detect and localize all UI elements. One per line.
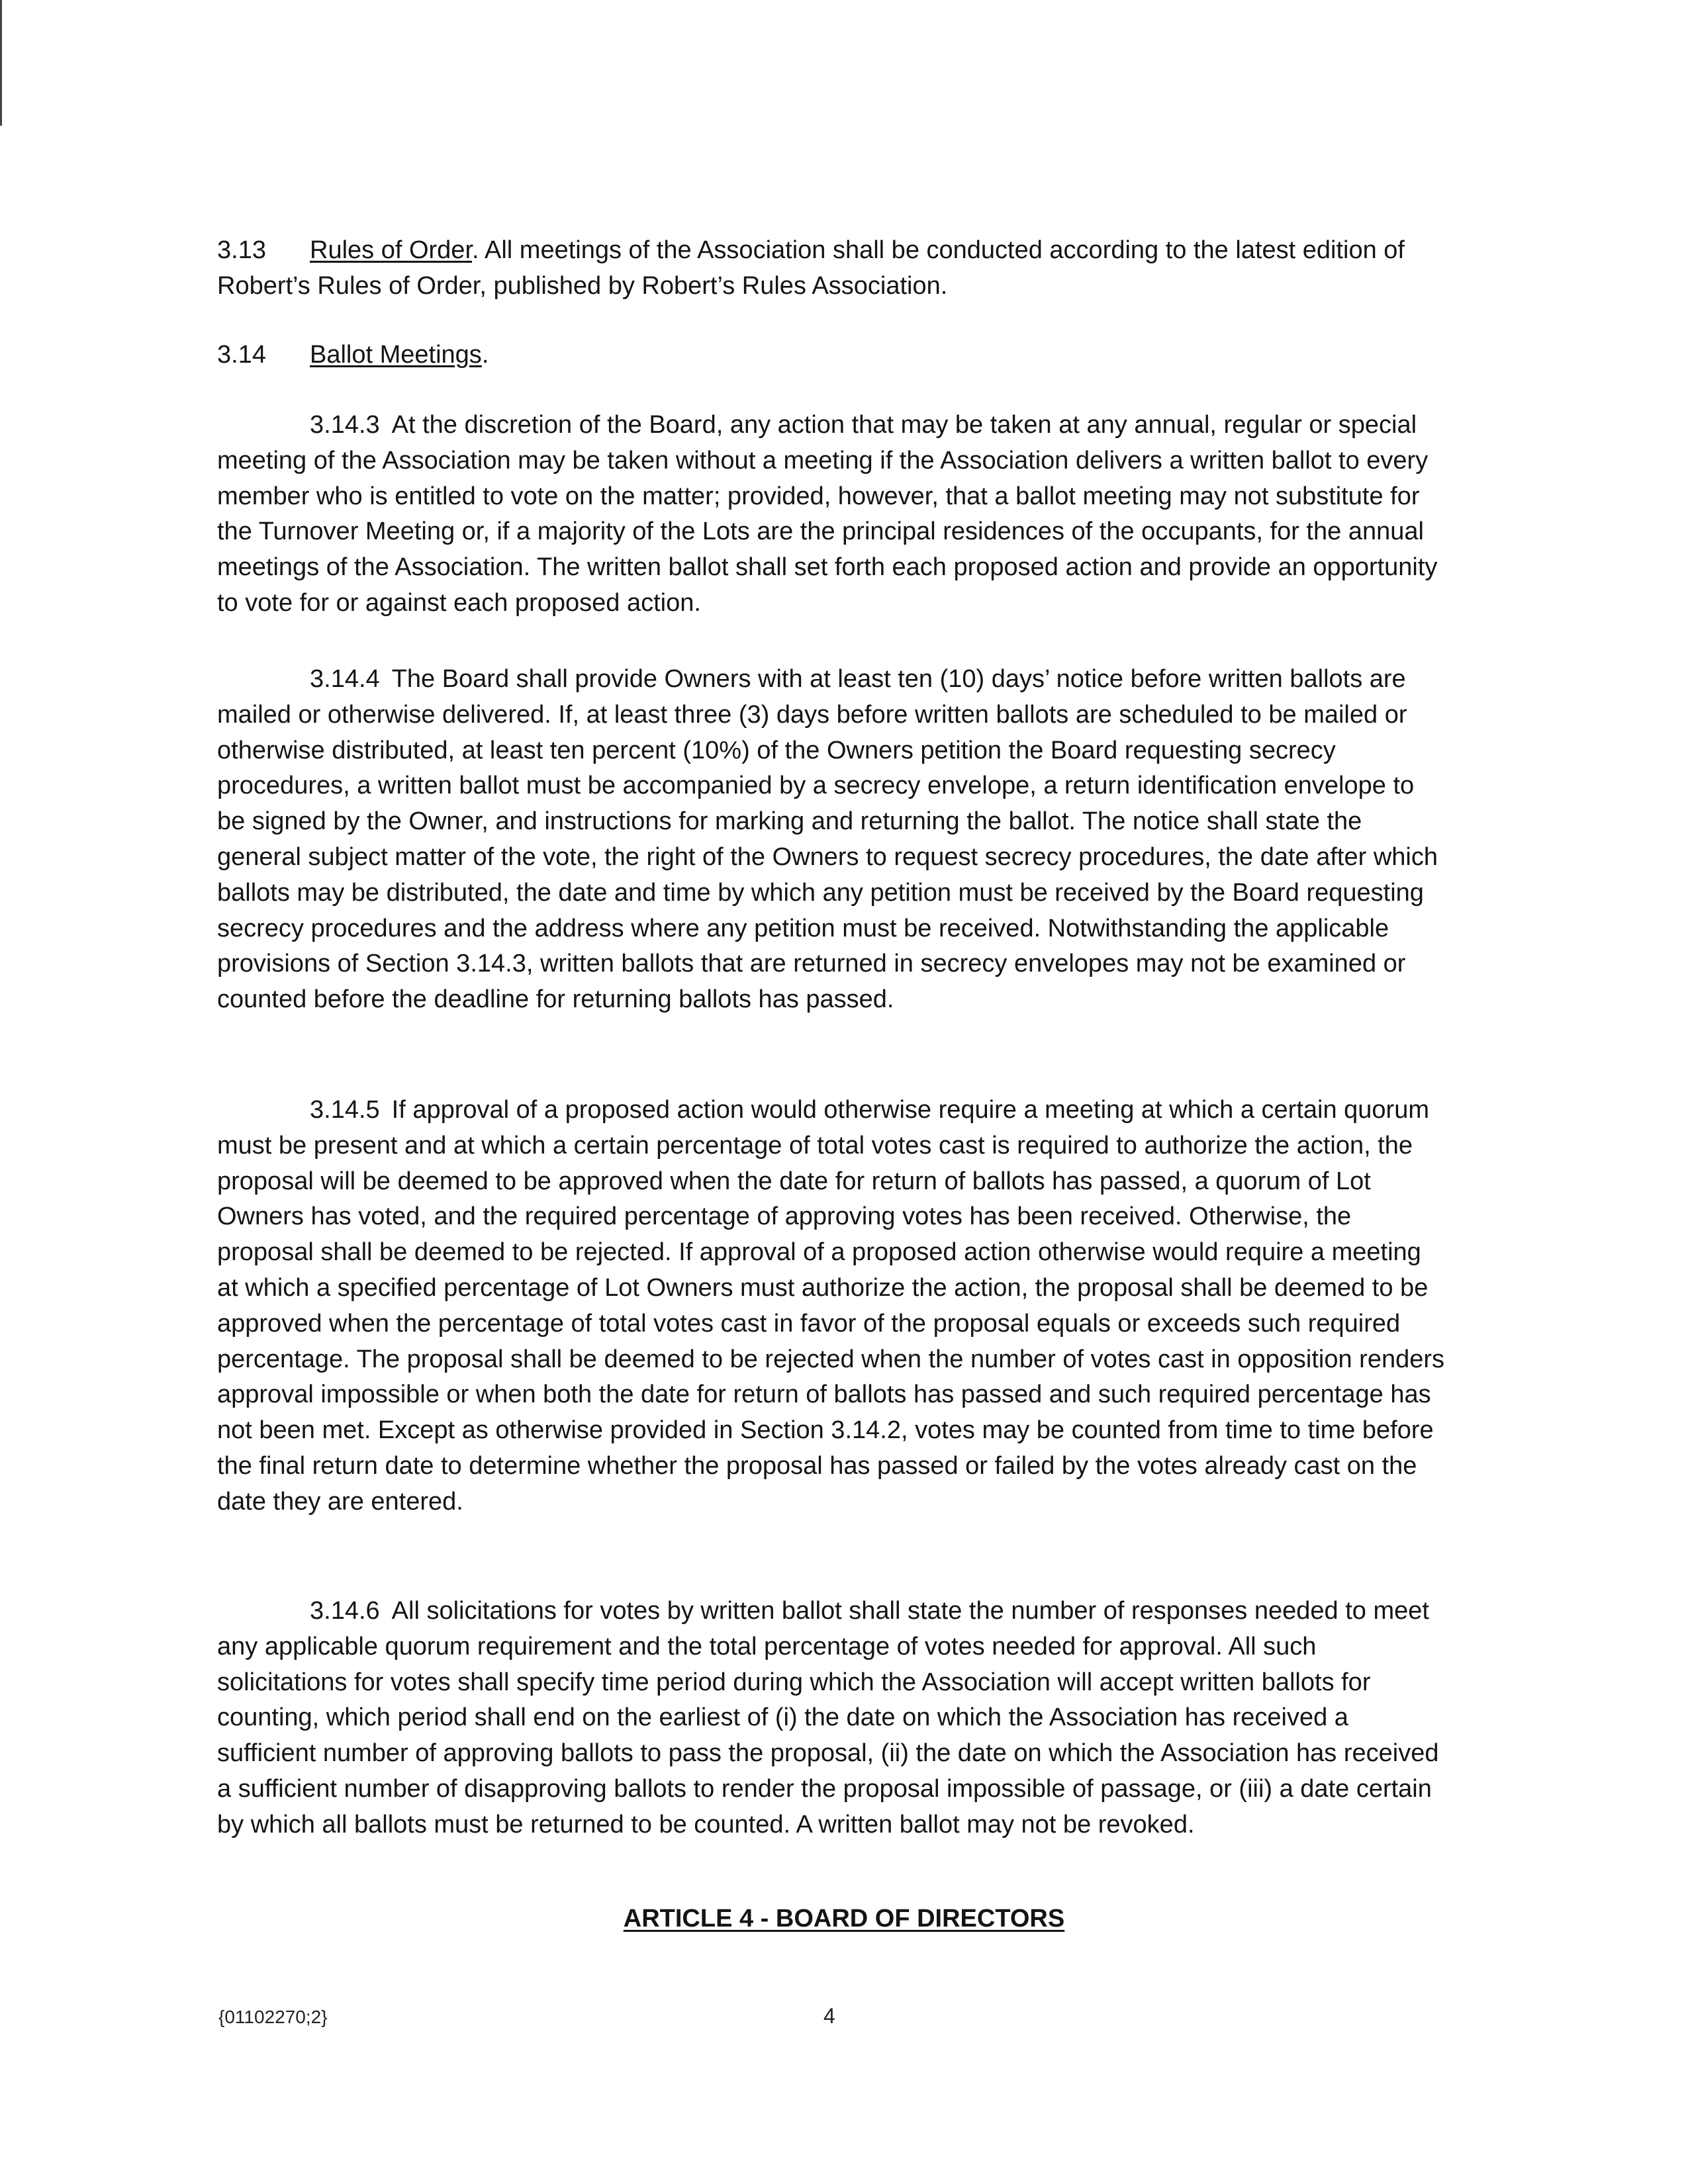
subsection-body: At the discretion of the Board, any action that may be taken at any annual, regular or special meeting of the Association may be taken without a meeting if the Association delivers a written ballot to every member who is entitled to vote on the matter; provided, however, that a ballot meeting may not substitute for the Turnover Meeting or, if a majority of the Lots are the principal residences of the occupants, for the annual meetings of the Association. The written ballot shall set forth each proposed action and provide an opportunity to vote for or against each proposed action.	[217, 411, 1438, 617]
section-3-14-4	[217, 662, 1448, 1018]
footer-document-id: {01102270;2}	[218, 2007, 328, 2027]
section-title: Ballot Meetings	[310, 341, 482, 369]
article-heading: ARTICLE 4 - BOARD OF DIRECTORS	[623, 1905, 1065, 1933]
subsection-number: 3.14.3	[310, 411, 380, 439]
section-number: 3.13	[217, 236, 266, 264]
page-number: 4	[823, 2004, 835, 2028]
section-title: Rules of Order	[310, 236, 472, 264]
subsection-number: 3.14.5	[310, 1096, 380, 1124]
section-title-suffix: .	[481, 341, 489, 369]
subsection-number: 3.14.4	[310, 665, 380, 693]
subsection-number: 3.14.6	[310, 1597, 380, 1625]
section-3-14-6	[217, 1594, 1448, 1843]
subsection-body: The Board shall provide Owners with at least ten (10) days’ notice before written ballots are mailed or otherwise delivered. If, at least three (3) days before written ballots are scheduled to be mailed or otherwise distributed, at least ten percent (10%) of the Owners petition the Board requesting secrecy procedures, a written ballot must be accompanied by a secrecy envelope, a return identification envelope to be signed by the Owner, and instructions for marking and returning the ballot. The notice shall state the general subject matter of the vote, the right of the Owners to request secrecy procedures, the date after which ballots may be distributed, the date and time by which any petition must be received by the Board requesting secrecy procedures and the address where any petition must be received. Notwithstanding the applicable provisions of Section 3.14.3, written ballots that are returned in secrecy envelopes may not be examined or counted before the deadline for returning ballots has passed.	[217, 665, 1438, 1014]
scan-edge-mark	[0, 0, 2, 126]
section-number: 3.14	[217, 341, 266, 369]
subsection-body: All solicitations for votes by written ballot shall state the number of responses needed to meet any applicable quorum requirement and the total percentage of votes needed for approval. All such solicitations for votes shall specify time period during which the Association will accept written ballots for counting, which period shall end on the earliest of (i) the date on which the Association has received a sufficient number of approving ballots to pass the proposal, (ii) the date on which the Association has received a sufficient number of disapproving ballots to render the proposal impossible of passage, or (iii) a date certain by which all ballots must be returned to be counted. A written ballot may not be revoked.	[217, 1597, 1439, 1839]
section-3-14-5	[217, 1093, 1448, 1520]
section-3-14-3	[217, 408, 1448, 621]
section-3-13	[217, 233, 1448, 304]
section-body: . All meetings of the Association shall be conducted according to the latest edition of Robert’s Rules of Order, published by Robert’s Rules Association.	[217, 236, 1405, 300]
subsection-body: If approval of a proposed action would otherwise require a meeting at which a certain quorum must be present and at which a certain percentage of total votes cast is required to authorize the action, the proposal will be deemed to be approved when the date for return of ballots has passed, a quorum of Lot Owners has voted, and the required percentage of approving votes has been received. Otherwise, the proposal shall be deemed to be rejected. If approval of a proposed action otherwise would require a meeting at which a specified percentage of Lot Owners must authorize the action, the proposal shall be deemed to be approved when the percentage of total votes cast in favor of the proposal equals or exceeds such required percentage. The proposal shall be deemed to be rejected when the number of votes cast in opposition renders approval impossible or when both the date for return of ballots has passed and such required percentage has not been met. Except as otherwise provided in Section 3.14.2, votes may be counted from time to time before the final return date to determine whether the proposal has passed or failed by the votes already cast on the date they are entered.	[217, 1096, 1445, 1516]
section-3-14	[217, 338, 1448, 373]
